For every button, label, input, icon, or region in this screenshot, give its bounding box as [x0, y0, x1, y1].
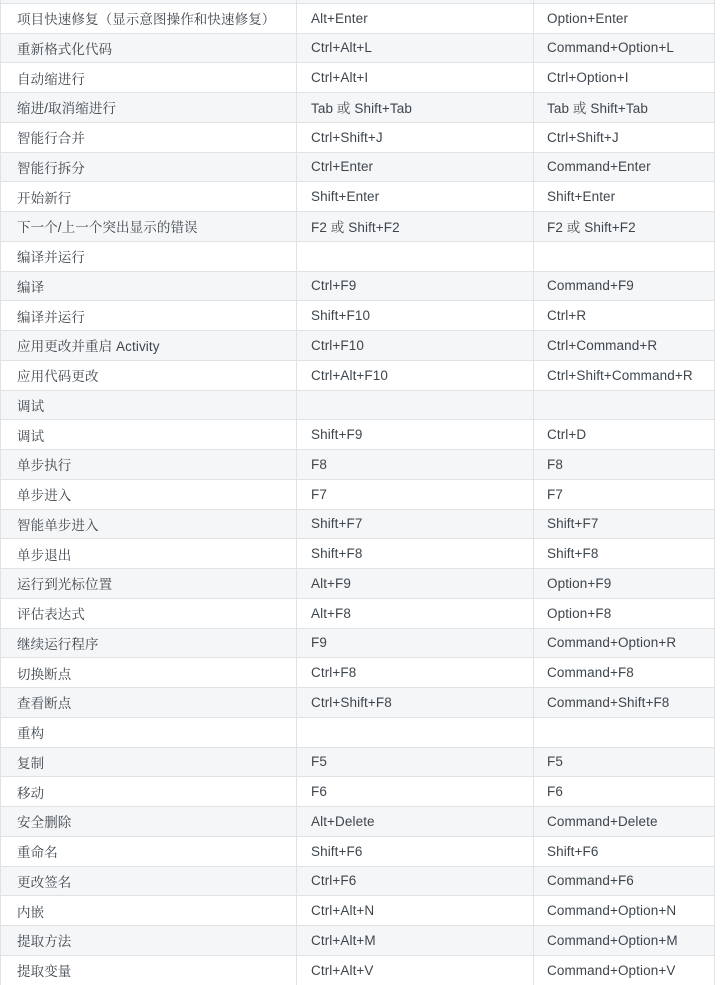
mac-shortcut-cell: Shift+F8 [534, 539, 715, 569]
table-row [1, 271, 715, 301]
action-cell: 应用代码更改 [1, 360, 297, 390]
table-row [1, 152, 715, 182]
mac-shortcut-cell: Command+Shift+F8 [534, 688, 715, 718]
table-row [1, 509, 715, 539]
action-cell: 复制 [1, 747, 297, 777]
table-row [1, 717, 715, 747]
table-row [1, 33, 715, 63]
windows-linux-shortcut-cell: F5 [297, 747, 534, 777]
table-row [1, 93, 715, 123]
mac-shortcut-cell: Command+Option+V [534, 955, 715, 985]
table-row [1, 63, 715, 93]
action-cell: 开始新行 [1, 182, 297, 212]
table-row [1, 212, 715, 242]
mac-shortcut-cell: Ctrl+R [534, 301, 715, 331]
windows-linux-shortcut-cell: Ctrl+Enter [297, 152, 534, 182]
windows-linux-shortcut-cell: Ctrl+F8 [297, 658, 534, 688]
windows-linux-shortcut-cell: Tab 或 Shift+Tab [297, 93, 534, 123]
action-cell: 编译 [1, 271, 297, 301]
windows-linux-shortcut-cell: Alt+F9 [297, 569, 534, 599]
windows-linux-shortcut-cell: Ctrl+Alt+V [297, 955, 534, 985]
action-cell: 单步退出 [1, 539, 297, 569]
table-row [1, 598, 715, 628]
action-cell: 自动缩进行 [1, 63, 297, 93]
action-cell: 单步进入 [1, 479, 297, 509]
windows-linux-shortcut-cell: F7 [297, 479, 534, 509]
windows-linux-shortcut-cell: Ctrl+Alt+F10 [297, 360, 534, 390]
table-row [1, 955, 715, 985]
table-row [1, 420, 715, 450]
mac-shortcut-cell [534, 717, 715, 747]
action-cell: 内嵌 [1, 896, 297, 926]
mac-shortcut-cell: Command+F6 [534, 866, 715, 896]
mac-shortcut-cell: Command+F9 [534, 271, 715, 301]
windows-linux-shortcut-cell: Ctrl+Shift+F8 [297, 688, 534, 718]
action-cell: 重新格式化代码 [1, 33, 297, 63]
table-row [1, 182, 715, 212]
windows-linux-shortcut-cell: Ctrl+Shift+J [297, 122, 534, 152]
action-cell: 重构 [1, 717, 297, 747]
mac-shortcut-cell: Shift+F6 [534, 836, 715, 866]
table-row [1, 331, 715, 361]
action-cell: 重命名 [1, 836, 297, 866]
table-row [1, 926, 715, 956]
mac-shortcut-cell: Command+F8 [534, 658, 715, 688]
table-row [1, 896, 715, 926]
action-cell: 更改签名 [1, 866, 297, 896]
action-cell: 查看断点 [1, 688, 297, 718]
mac-shortcut-cell: Command+Option+R [534, 628, 715, 658]
windows-linux-shortcut-cell: Ctrl+Alt+I [297, 63, 534, 93]
mac-shortcut-cell: Option+F8 [534, 598, 715, 628]
mac-shortcut-cell: Command+Option+N [534, 896, 715, 926]
action-cell: 单步执行 [1, 450, 297, 480]
table-row [1, 3, 715, 33]
mac-shortcut-cell: Command+Option+L [534, 33, 715, 63]
action-cell: 项目快速修复（显示意图操作和快速修复） [1, 3, 297, 33]
action-cell: 评估表达式 [1, 598, 297, 628]
action-cell: 智能单步进入 [1, 509, 297, 539]
action-cell: 提取变量 [1, 955, 297, 985]
mac-shortcut-cell: Ctrl+Option+I [534, 63, 715, 93]
windows-linux-shortcut-cell: Ctrl+F9 [297, 271, 534, 301]
table-row [1, 360, 715, 390]
table-row [1, 241, 715, 271]
windows-linux-shortcut-cell: Shift+F7 [297, 509, 534, 539]
mac-shortcut-cell: Shift+Enter [534, 182, 715, 212]
windows-linux-shortcut-cell: Alt+Delete [297, 807, 534, 837]
mac-shortcut-cell: F2 或 Shift+F2 [534, 212, 715, 242]
windows-linux-shortcut-cell: F6 [297, 777, 534, 807]
mac-shortcut-cell [534, 390, 715, 420]
table-row [1, 539, 715, 569]
action-cell: 运行到光标位置 [1, 569, 297, 599]
windows-linux-shortcut-cell: Shift+F10 [297, 301, 534, 331]
mac-shortcut-cell: F7 [534, 479, 715, 509]
mac-shortcut-cell: Option+F9 [534, 569, 715, 599]
mac-shortcut-cell: F8 [534, 450, 715, 480]
table-row [1, 450, 715, 480]
mac-shortcut-cell: Option+Enter [534, 3, 715, 33]
windows-linux-shortcut-cell: Alt+Enter [297, 3, 534, 33]
mac-shortcut-cell: Command+Option+M [534, 926, 715, 956]
windows-linux-shortcut-cell: Ctrl+F6 [297, 866, 534, 896]
windows-linux-shortcut-cell [297, 241, 534, 271]
table-row [1, 122, 715, 152]
mac-shortcut-cell: F5 [534, 747, 715, 777]
table-row [1, 836, 715, 866]
table-row [1, 569, 715, 599]
windows-linux-shortcut-cell: Ctrl+Alt+M [297, 926, 534, 956]
mac-shortcut-cell: Command+Delete [534, 807, 715, 837]
mac-shortcut-cell: F6 [534, 777, 715, 807]
table-row [1, 301, 715, 331]
windows-linux-shortcut-cell [297, 717, 534, 747]
windows-linux-shortcut-cell: Shift+F9 [297, 420, 534, 450]
windows-linux-shortcut-cell: Shift+F8 [297, 539, 534, 569]
mac-shortcut-cell: Command+Enter [534, 152, 715, 182]
mac-shortcut-cell: Tab 或 Shift+Tab [534, 93, 715, 123]
windows-linux-shortcut-cell: F8 [297, 450, 534, 480]
action-cell: 调试 [1, 390, 297, 420]
mac-shortcut-cell: Ctrl+D [534, 420, 715, 450]
action-cell: 继续运行程序 [1, 628, 297, 658]
mac-shortcut-cell [534, 241, 715, 271]
table-row [1, 688, 715, 718]
table-row [1, 807, 715, 837]
table-row [1, 777, 715, 807]
windows-linux-shortcut-cell: Alt+F8 [297, 598, 534, 628]
action-cell: 智能行合并 [1, 122, 297, 152]
mac-shortcut-cell: Ctrl+Shift+Command+R [534, 360, 715, 390]
action-cell: 切换断点 [1, 658, 297, 688]
windows-linux-shortcut-cell [297, 390, 534, 420]
table-row [1, 479, 715, 509]
table-row [1, 390, 715, 420]
table-row [1, 628, 715, 658]
windows-linux-shortcut-cell: Ctrl+Alt+N [297, 896, 534, 926]
windows-linux-shortcut-cell: Ctrl+Alt+L [297, 33, 534, 63]
action-cell: 编译并运行 [1, 301, 297, 331]
table-row [1, 658, 715, 688]
action-cell: 提取方法 [1, 926, 297, 956]
table-row [1, 866, 715, 896]
action-cell: 应用更改并重启 Activity [1, 331, 297, 361]
action-cell: 调试 [1, 420, 297, 450]
table-row [1, 747, 715, 777]
action-cell: 缩进/取消缩进行 [1, 93, 297, 123]
shortcut-table-body [1, 0, 715, 985]
windows-linux-shortcut-cell: F9 [297, 628, 534, 658]
action-cell: 智能行拆分 [1, 152, 297, 182]
windows-linux-shortcut-cell: F2 或 Shift+F2 [297, 212, 534, 242]
mac-shortcut-cell: Ctrl+Shift+J [534, 122, 715, 152]
action-cell: 下一个/上一个突出显示的错误 [1, 212, 297, 242]
action-cell: 安全删除 [1, 807, 297, 837]
mac-shortcut-cell: Shift+F7 [534, 509, 715, 539]
action-cell: 编译并运行 [1, 241, 297, 271]
mac-shortcut-cell: Ctrl+Command+R [534, 331, 715, 361]
windows-linux-shortcut-cell: Shift+F6 [297, 836, 534, 866]
windows-linux-shortcut-cell: Shift+Enter [297, 182, 534, 212]
action-cell: 移动 [1, 777, 297, 807]
windows-linux-shortcut-cell: Ctrl+F10 [297, 331, 534, 361]
